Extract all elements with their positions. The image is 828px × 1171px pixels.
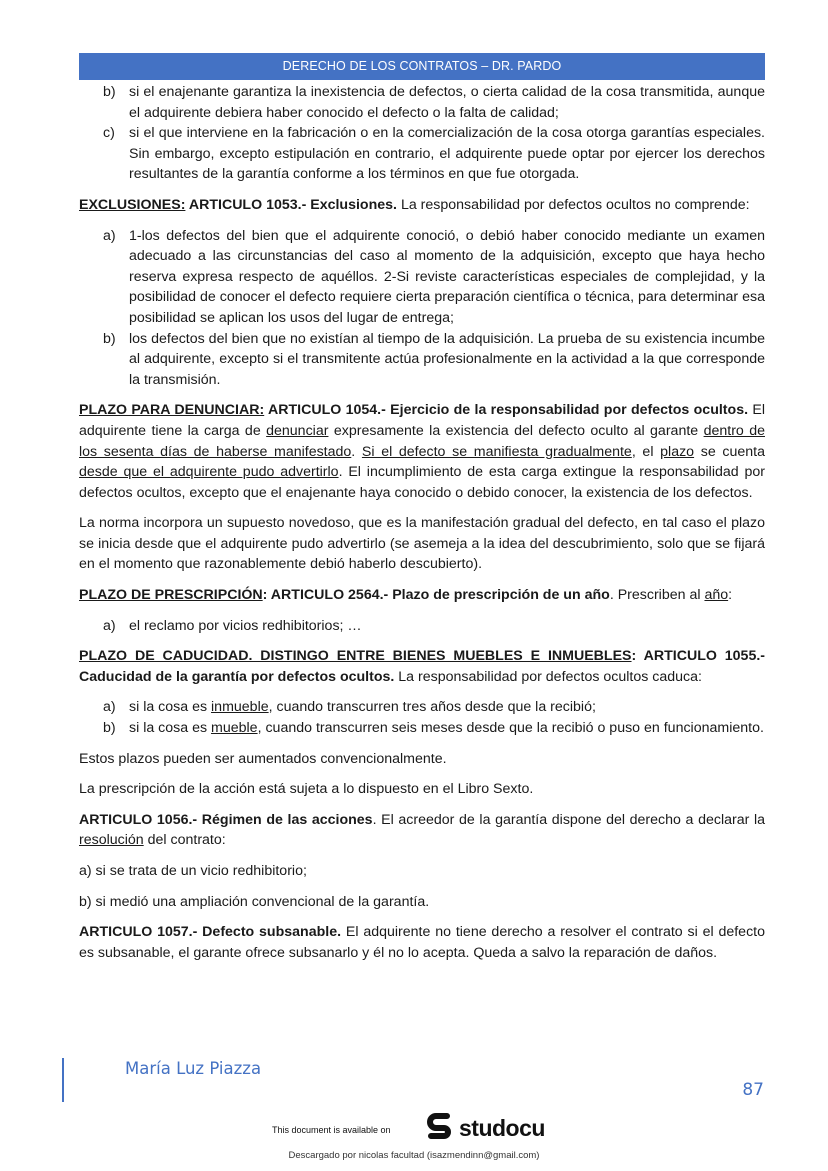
aumentados-paragraph: Estos plazos pueden ser aumentados convencionalmente. xyxy=(79,750,447,767)
caducidad-paragraph xyxy=(79,646,765,687)
list-item xyxy=(79,123,765,185)
underlined-run: inmueble xyxy=(211,699,269,716)
plazo-denunciar-paragraph xyxy=(79,400,765,503)
list-marker: a) xyxy=(103,617,116,634)
underlined-run: Si el defecto se manifiesta gradualmente xyxy=(361,443,632,460)
underlined-run: dentro de los sesenta días de haberse manifestado xyxy=(79,422,765,460)
list-marker: c) xyxy=(103,125,115,142)
list-marker: b) xyxy=(103,330,116,347)
text-run: si la cosa es xyxy=(129,720,208,737)
underlined-run: plazo xyxy=(660,443,695,460)
art1057-text: El adquirente no tiene derecho a resolver el contrato si el defecto es subsanable, el garante ofrece subsanarlo y él no lo acepta. Queda a salvo la reparación de daños. xyxy=(79,924,765,961)
prescripcion-libro-paragraph: La prescripción de la acción está sujeta a lo dispuesto en el Libro Sexto. xyxy=(79,781,534,798)
plazo-denunciar-article: ARTICULO 1054.- Ejercicio de la responsabilidad por defectos ocultos. xyxy=(268,402,749,419)
art1056-article: ARTICULO 1056.- Régimen de las acciones xyxy=(79,811,373,828)
caducidad-article: : ARTICULO 1055.- Caducidad de la garantía por defectos ocultos. xyxy=(79,648,766,685)
top-list xyxy=(79,82,765,185)
norma-paragraph: La norma incorpora un supuesto novedoso, que es la manifestación gradual del defecto, en tal caso el plazo se inicia desde que el adquirente pudo advertirlo (se asemeja a la idea del descubrimiento, solo que se fijará en el momento que razonablemente debió haberlo descubierto). xyxy=(79,515,765,573)
caducidad-label: PLAZO DE CADUCIDAD. DISTINGO ENTRE BIENES MUEBLES E INMUEBLES xyxy=(79,648,632,665)
prescripcion-article: : ARTICULO 2564.- Plazo de prescripción de un año xyxy=(262,587,610,604)
text-run: . xyxy=(351,443,356,460)
text-run: expresamente la existencia del defecto oculto al garante xyxy=(333,422,699,439)
caducidad-list xyxy=(79,697,765,738)
prescripcion-list xyxy=(79,616,765,637)
exclusiones-list xyxy=(79,226,765,391)
signature-bar xyxy=(62,1058,64,1102)
list-marker: a) xyxy=(103,699,116,716)
list-text: 1-los defectos del bien que el adquirente conoció, o debió haber conocido mediante un examen adecuado a las circunstancias del caso al momento de la adquisición, excepto que haya hecho reserva expresa respecto de aquéllos. 2-Si reviste características especiales de complejidad, y la posibilidad de conocer el defecto requiere cierta preparación científica o técnica, para determinar esa posibilidad se aplican los usos del lugar de entrega; xyxy=(129,227,765,326)
exclusiones-text: La responsabilidad por defectos ocultos no comprende: xyxy=(400,196,750,213)
list-item xyxy=(79,226,765,329)
text-run: , el xyxy=(631,443,654,460)
text-run: del contrato: xyxy=(147,832,226,849)
download-info: Descargado por nicolas facultad (isazmendinn@gmail.com) xyxy=(288,1150,540,1161)
list-item xyxy=(79,718,765,739)
author-name: María Luz Piazza xyxy=(125,1059,262,1078)
list-marker: a) xyxy=(103,227,116,244)
list-marker: b) xyxy=(103,720,116,737)
text-run: , cuando transcurren seis meses desde que la recibió o puso en funcionamiento. xyxy=(257,720,764,737)
list-item xyxy=(79,697,765,718)
underlined-run: desde que el adquirente pudo advertirlo xyxy=(79,464,339,481)
exclusiones-label: EXCLUSIONES: xyxy=(79,196,186,213)
list-text: el reclamo por vicios redhibitorios; … xyxy=(129,617,362,634)
text-run: El adquirente tiene la carga de xyxy=(79,402,765,439)
text-run: . El incumplimiento de esta carga extingue la responsabilidad por defectos ocultos, excepto que el enajenante haya conocido o debido conocer, la existencia de los defectos. xyxy=(79,464,765,501)
availability-text: This document is available on xyxy=(272,1125,391,1135)
art1057-paragraph xyxy=(79,922,765,963)
text-run: . Prescriben al xyxy=(609,587,701,604)
text-run: se cuenta xyxy=(700,443,765,460)
text-run: si la cosa es xyxy=(129,699,208,716)
underlined-run: año xyxy=(704,587,729,604)
exclusiones-paragraph xyxy=(79,195,765,216)
list-item xyxy=(79,329,765,391)
underlined-run: denunciar xyxy=(266,422,329,439)
art1056-item-b: b) si medió una ampliación convencional de la garantía. xyxy=(79,893,430,910)
prescripcion-paragraph xyxy=(79,585,765,606)
art1056-item-a: a) si se trata de un vicio redhibitorio; xyxy=(79,863,307,879)
studocu-logo-icon xyxy=(425,1110,455,1147)
caducidad-text: La responsabilidad por defectos ocultos caduca: xyxy=(398,668,702,685)
text-run: . El acreedor de la garantía dispone del derecho a declarar la xyxy=(372,811,765,828)
list-text: los defectos del bien que no existían al tiempo de la adquisición. La prueba de su existencia incumbe al adquirente, excepto si el transmitente actúa profesionalmente en la actividad a la que corresponde la transmisión. xyxy=(129,330,765,388)
studocu-logo[interactable] xyxy=(425,1111,545,1145)
studocu-logo-text: studocu xyxy=(459,1114,545,1141)
art1057-article: ARTICULO 1057.- Defecto subsanable. xyxy=(79,924,342,941)
prescripcion-label: PLAZO DE PRESCRIPCIÓN xyxy=(79,587,263,604)
underlined-run: resolución xyxy=(79,832,144,849)
list-text: si el que interviene en la fabricación o en la comercialización de la cosa otorga garantías especiales. Sin embargo, excepto estipulación en contrario, el adquirente puede optar por ejercer los derechos resultantes de la garantía conforme a los términos en que fue otorgada. xyxy=(129,125,765,183)
text-run: : xyxy=(728,587,733,604)
list-item xyxy=(79,616,765,637)
underlined-run: mueble xyxy=(211,720,258,737)
exclusiones-article: ARTICULO 1053.- Exclusiones. xyxy=(188,196,397,213)
page-header xyxy=(79,53,765,80)
document-body xyxy=(79,82,765,973)
list-marker: b) xyxy=(103,84,116,100)
header-title: DERECHO DE LOS CONTRATOS – DR. PARDO xyxy=(282,59,562,73)
list-item xyxy=(79,82,765,123)
page-number: 87 xyxy=(742,1080,764,1100)
plazo-denunciar-label: PLAZO PARA DENUNCIAR: xyxy=(79,402,265,419)
text-run: , cuando transcurren tres años desde que la recibió; xyxy=(268,699,596,716)
list-text: si el enajenante garantiza la inexistencia de defectos, o cierta calidad de la cosa transmitida, aunque el adquirente debiera haber conocido el defecto o la falta de calidad; xyxy=(129,84,765,121)
art1056-paragraph xyxy=(79,810,765,851)
